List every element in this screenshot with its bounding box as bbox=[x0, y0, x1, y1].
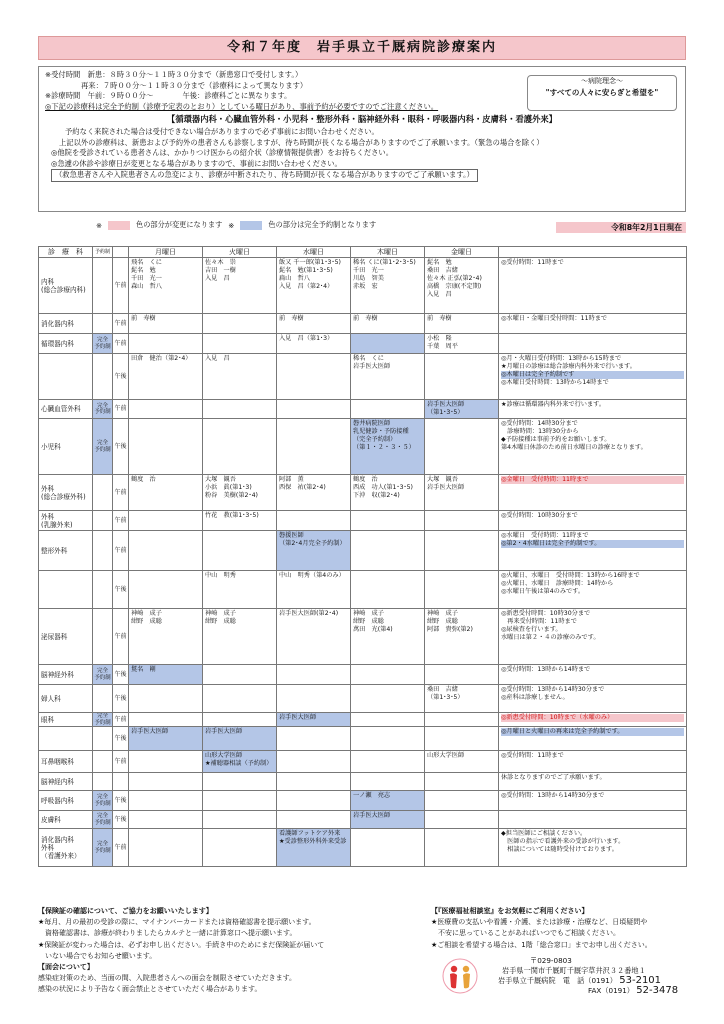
dept-cell: 泌尿器科 bbox=[39, 609, 93, 665]
table-row bbox=[39, 713, 687, 727]
schedule-cell-tue bbox=[203, 713, 277, 727]
schedule-cell-fri bbox=[425, 791, 499, 811]
table-row bbox=[39, 314, 687, 334]
schedule-cell-fri: 髭名 勉 桑田 吉緒 佐々木 正弘(第2･4) 高橋 宗康(不定期) 入見 昌 bbox=[425, 258, 499, 314]
schedule-cell-fri: 前 寿樹 bbox=[425, 314, 499, 334]
schedule-cell-wed bbox=[277, 751, 351, 773]
reservation-tag-cell bbox=[93, 531, 113, 571]
header-dept: 診 療 科 bbox=[39, 247, 93, 258]
schedule-cell-thu bbox=[351, 511, 425, 531]
schedule-cell-fri bbox=[425, 727, 499, 751]
schedule-cell-mon bbox=[129, 419, 203, 475]
schedule-cell-wed bbox=[277, 419, 351, 475]
reservation-tag-cell: 完全 予約制 bbox=[93, 829, 113, 867]
note-line: ◎新患受付時間：10時まで（水曜のみ） bbox=[501, 714, 684, 722]
reservation-tag-cell bbox=[93, 475, 113, 511]
note-cell bbox=[499, 713, 687, 727]
welfare-line-1: ★医療費の支払いや看護・介護、または診療・治療など、日頃疑問や bbox=[431, 918, 648, 927]
schedule-cell-thu bbox=[351, 727, 425, 751]
dept-cell bbox=[39, 727, 93, 751]
schedule-cell-tue: 竹花 教(第1･3･5) bbox=[203, 511, 277, 531]
insurance-heading: 【保険証の確認について、ご協力をお願いいたします】 bbox=[38, 907, 213, 915]
note-cell bbox=[499, 751, 687, 773]
schedule-cell-wed bbox=[277, 400, 351, 419]
schedule-cell-fri bbox=[425, 531, 499, 571]
note-line: 水曜日は第２・４の診療のみです。 bbox=[501, 634, 600, 641]
note-cell bbox=[499, 258, 687, 314]
hospital-name: 岩手県立千厩病院 bbox=[498, 976, 556, 985]
note-line: ◎新患受付時間：10時30分まで bbox=[501, 610, 591, 617]
insurance-line-3: ★保険証が変わった場合は、必ずお申し出ください。手続き中のためにまだ保険証が届いて bbox=[38, 940, 325, 949]
schedule-cell-thu bbox=[351, 571, 425, 609]
page bbox=[38, 36, 686, 867]
session-cell: 午前 bbox=[113, 334, 129, 354]
schedule-cell-tue bbox=[203, 334, 277, 354]
schedule-cell-fri: 桑田 吉緒 （第1･3･5） bbox=[425, 685, 499, 713]
note-cell bbox=[499, 571, 687, 609]
info-line-3: ◎他院を受診されている患者さんは、かかりつけ医からの紹介状（診療情報提供書）をお持ちください。 bbox=[51, 148, 394, 158]
insurance-line-1: ★毎月、月の最初の受診の際に、マイナンバーカードまたは資格確認書を提示願います。 bbox=[38, 918, 316, 927]
header-fri: 金曜日 bbox=[425, 247, 499, 258]
visit-line-1: 感染症対策のため、当面の間、入院患者さんへの面会を制限させていただきます。 bbox=[38, 974, 297, 983]
table-row bbox=[39, 829, 687, 867]
table-row bbox=[39, 571, 687, 609]
reservation-dept-list: 【循環器内科・心臓血管外科・小児科・整形外科・脳神経外科・眼科・呼吸器内科・皮膚科・看護外来】 bbox=[167, 114, 557, 125]
schedule-cell-wed: 磐援医師 （第2･4月完全予約制） bbox=[277, 531, 351, 571]
hospital-logo-icon bbox=[442, 958, 478, 994]
schedule-cell-tue: 入見 昌 bbox=[203, 354, 277, 400]
schedule-cell-fri bbox=[425, 354, 499, 400]
table-row bbox=[39, 419, 687, 475]
note-cell bbox=[499, 811, 687, 829]
reservation-tag-cell: 完全 予約制 bbox=[93, 400, 113, 419]
schedule-cell-tue bbox=[203, 773, 277, 791]
schedule-cell-fri bbox=[425, 419, 499, 475]
table-row bbox=[39, 609, 687, 665]
schedule-cell-mon: 岩手医大医師 bbox=[129, 727, 203, 751]
schedule-cell-mon: 田倉 健治（第2･4） bbox=[129, 354, 203, 400]
dept-cell bbox=[39, 354, 93, 400]
schedule-cell-wed: 飯又 千一郎(第1･3･5) 髭名 勉(第1･3･5) 扁山 哲八 入見 昌（第2･4） bbox=[277, 258, 351, 314]
visit-heading: 【面会について】 bbox=[38, 963, 94, 972]
schedule-cell-tue: 中山 明秀 bbox=[203, 571, 277, 609]
schedule-cell-mon bbox=[129, 531, 203, 571]
note-line: ◎月曜日と火曜日の再来は完全予約制です。 bbox=[501, 728, 684, 736]
schedule-cell-tue: 山形大学医師 ★補聴器相談（予約制） bbox=[203, 751, 277, 773]
new-patient-hours: 新患：８時３０分～１１時３０分まで（新患窓口で受付します。） bbox=[87, 70, 303, 79]
note-line: 休診となりますのでご了承願います。 bbox=[501, 774, 606, 781]
welfare-line-3: ★ご相談を希望する場合は、1階「総合窓口」までお申し出ください。 bbox=[431, 940, 652, 949]
motto-text: "すべての人々に安らぎと希望を" bbox=[545, 88, 659, 97]
header-tue: 火曜日 bbox=[203, 247, 277, 258]
postal-code: 〒029-0803 bbox=[530, 956, 572, 965]
legend-prefix: ※ bbox=[96, 220, 103, 230]
session-cell: 午前 bbox=[113, 400, 129, 419]
table-row bbox=[39, 791, 687, 811]
schedule-cell-thu bbox=[351, 685, 425, 713]
schedule-cell-thu bbox=[351, 773, 425, 791]
motto-box bbox=[527, 75, 677, 111]
reservation-tag-cell bbox=[93, 571, 113, 609]
schedule-cell-mon bbox=[129, 773, 203, 791]
session-cell: 午前 bbox=[113, 258, 129, 314]
schedule-cell-thu bbox=[351, 665, 425, 685]
header-notes bbox=[499, 247, 687, 258]
legend-pink-text: 色の部分が変更になります bbox=[136, 220, 223, 229]
session-cell: 午前 bbox=[113, 713, 129, 727]
schedule-cell-tue bbox=[203, 314, 277, 334]
schedule-cell-wed bbox=[277, 727, 351, 751]
schedule-cell-wed: 入見 昌（第1･3） bbox=[277, 334, 351, 354]
dept-cell: 整形外科 bbox=[39, 531, 93, 571]
schedule-cell-mon: 神崎 成子 紺野 成聡 bbox=[129, 609, 203, 665]
table-row bbox=[39, 751, 687, 773]
reservation-tag-cell bbox=[93, 511, 113, 531]
note-line: ★診療は循環器内科外来で行います。 bbox=[501, 401, 606, 408]
info-box bbox=[38, 66, 686, 212]
table-row bbox=[39, 811, 687, 829]
tel-number: 53-2101 bbox=[619, 975, 662, 986]
table-row bbox=[39, 400, 687, 419]
schedule-cell-tue bbox=[203, 665, 277, 685]
schedule-cell-fri bbox=[425, 665, 499, 685]
schedule-cell-thu: 鶴度 治 西成 功人(第1･3･5) 下沖 収(第2･4) bbox=[351, 475, 425, 511]
schedule-cell-fri bbox=[425, 511, 499, 531]
header-mon: 月曜日 bbox=[129, 247, 203, 258]
note-line: ◎火曜日、水曜日 診療時間：14時から bbox=[501, 580, 614, 587]
schedule-cell-wed bbox=[277, 354, 351, 400]
note-cell bbox=[499, 665, 687, 685]
table-header-row bbox=[39, 247, 687, 258]
consult-label: ※診療時間 bbox=[45, 91, 81, 101]
dept-cell: 外科 (乳腺外来) bbox=[39, 511, 93, 531]
dept-cell: 脳神経外科 bbox=[39, 665, 93, 685]
reservation-tag-cell: 完全 予約制 bbox=[93, 791, 113, 811]
session-cell bbox=[113, 773, 129, 791]
note-line: 診療時間：13時30分から bbox=[501, 428, 579, 435]
schedule-cell-mon bbox=[129, 811, 203, 829]
consult-am: 午前：９時００分～ bbox=[87, 91, 154, 101]
info-line-5: （救急患者さんや入院患者さんの急変により、診療が中断されたり、待ち時間が長くなる場合がありますのでご了承願います。） bbox=[51, 169, 478, 182]
schedule-cell-thu: 前 寿樹 bbox=[351, 314, 425, 334]
insurance-line-2: 資格確認書は、診療が終わりましたらカルテと一緒に計算窓口へ提示願います。 bbox=[38, 929, 297, 938]
note-line: ◎第2・4水曜日は完全予約制です。 bbox=[501, 540, 684, 548]
reservation-tag-cell bbox=[93, 258, 113, 314]
reception-label: ※受付時間 bbox=[45, 70, 81, 79]
schedule-cell-tue bbox=[203, 400, 277, 419]
schedule-cell-thu bbox=[351, 829, 425, 867]
schedule-cell-thu bbox=[351, 751, 425, 773]
schedule-cell-fri bbox=[425, 773, 499, 791]
note-cell bbox=[499, 475, 687, 511]
schedule-cell-tue: 佐々木 崇 吉田 一樹 入見 昌 bbox=[203, 258, 277, 314]
note-line: ★月曜日の診療は総合診療内科外来で行います。 bbox=[501, 363, 636, 370]
schedule-cell-tue bbox=[203, 829, 277, 867]
table-row bbox=[39, 685, 687, 713]
welfare-heading: 【『医療福祉相談室』をお気軽にご利用ください】 bbox=[431, 907, 589, 915]
reservation-tag-cell bbox=[93, 609, 113, 665]
note-line: ◎水曜日 受付時間：11時まで bbox=[501, 532, 589, 539]
schedule-cell-wed: 岩手医大医師 bbox=[277, 713, 351, 727]
table-row bbox=[39, 531, 687, 571]
dept-cell: 皮膚科 bbox=[39, 811, 93, 829]
schedule-cell-mon bbox=[129, 571, 203, 609]
schedule-cell-thu: 磐井病院医師 乳児健診・予防接種 （完全予約制） （第１・２・３・５） bbox=[351, 419, 425, 475]
schedule-cell-wed: 看護師フットケア外来 ★受診整形外科外来受診 bbox=[277, 829, 351, 867]
schedule-cell-mon: 鶴度 治 bbox=[129, 475, 203, 511]
note-cell bbox=[499, 773, 687, 791]
schedule-cell-wed: 前 寿樹 bbox=[277, 314, 351, 334]
reservation-tag-cell bbox=[93, 727, 113, 751]
schedule-cell-mon bbox=[129, 511, 203, 531]
hospital-address-block bbox=[498, 956, 698, 996]
info-line-2: 上記以外の診療科は、新患および予約外の患者さんも診察しますが、待ち時間が長くなる場合がありますのでご了承願います。（緊急の場合を除く） bbox=[59, 137, 544, 147]
reservation-tag-cell: 完全 予約制 bbox=[94, 713, 111, 726]
schedule-cell-thu: 一ノ瀬 亮志 bbox=[351, 791, 425, 811]
dept-cell: 外科 (総合診療外科) bbox=[39, 475, 93, 511]
schedule-cell-mon bbox=[129, 751, 203, 773]
schedule-cell-fri bbox=[425, 811, 499, 829]
dept-cell: 心臓血管外科 bbox=[39, 400, 93, 419]
schedule-cell-mon bbox=[129, 334, 203, 354]
schedule-cell-thu bbox=[351, 400, 425, 419]
session-cell: 午後 bbox=[113, 685, 129, 713]
note-line: 医師の指示で看護外来の受診が行います。 bbox=[501, 838, 625, 845]
dept-cell bbox=[39, 571, 93, 609]
session-cell: 午前 bbox=[113, 829, 129, 867]
schedule-cell-mon: 前 寿樹 bbox=[129, 314, 203, 334]
note-cell bbox=[499, 511, 687, 531]
schedule-cell-thu: 神崎 成子 紺野 成聡 萬田 光(第4) bbox=[351, 609, 425, 665]
dept-cell: 眼科 bbox=[39, 713, 93, 727]
header-thu: 木曜日 bbox=[351, 247, 425, 258]
table-row bbox=[39, 511, 687, 531]
note-cell bbox=[499, 727, 687, 751]
table-row bbox=[39, 727, 687, 751]
table-row bbox=[39, 475, 687, 511]
dept-cell: 小児科 bbox=[39, 419, 93, 475]
dept-cell: 内科 (総合診療内科) bbox=[39, 258, 93, 314]
schedule-cell-wed bbox=[277, 511, 351, 531]
schedule-cell-tue bbox=[203, 531, 277, 571]
table-row bbox=[39, 773, 687, 791]
schedule-cell-tue: 大塚 観吾 小浜 眞(第1･3) 粉谷 美樹(第2･4) bbox=[203, 475, 277, 511]
session-cell: 午前 bbox=[113, 511, 129, 531]
table-row bbox=[39, 334, 687, 354]
footer-left bbox=[38, 906, 388, 996]
schedule-cell-fri bbox=[425, 571, 499, 609]
note-line: ◎産科は診療しません。 bbox=[501, 694, 569, 701]
note-line: ◎水曜日・金曜日受付時間：11時まで bbox=[501, 315, 608, 322]
note-cell bbox=[499, 685, 687, 713]
consult-pm: 午後：診療科ごとに異なります。 bbox=[182, 91, 292, 101]
reservation-tag-cell bbox=[93, 314, 113, 334]
table-body bbox=[39, 258, 687, 867]
table-row bbox=[39, 665, 687, 685]
note-line: ◎受付時間：10時30分まで bbox=[501, 512, 578, 519]
dept-cell: 婦人科 bbox=[39, 685, 93, 713]
header-wed: 水曜日 bbox=[277, 247, 351, 258]
note-line: 第4木曜日休診のため前日水曜日の診療となります。 bbox=[501, 444, 647, 451]
schedule-cell-wed: 岩手医大医師(第2･4) bbox=[277, 609, 351, 665]
reservation-tag-cell bbox=[93, 685, 113, 713]
schedule-table bbox=[38, 246, 687, 867]
fax-label: FAX（0191） bbox=[588, 986, 634, 995]
session-cell: 午前 bbox=[113, 609, 129, 665]
schedule-cell-mon bbox=[129, 713, 203, 727]
note-cell bbox=[499, 334, 687, 354]
schedule-cell-wed bbox=[277, 685, 351, 713]
schedule-cell-fri bbox=[425, 829, 499, 867]
insurance-line-4: いない場合でもお知らせ願います。 bbox=[38, 951, 157, 960]
schedule-cell-wed bbox=[277, 791, 351, 811]
schedule-cell-fri: 山形大学医師 bbox=[425, 751, 499, 773]
session-cell: 午後 bbox=[113, 354, 129, 400]
note-line: ◎受付時間：14時30分まで bbox=[501, 420, 578, 427]
note-line: 相談については随時受付けております。 bbox=[501, 846, 618, 853]
motto-label: ～病院理念～ bbox=[581, 77, 623, 85]
reservation-tag-cell: 完全 予約制 bbox=[93, 811, 113, 829]
note-line: ◎受付時間：11時まで bbox=[501, 259, 564, 266]
footer-right bbox=[431, 906, 691, 951]
as-of-date: 令和8年2月1日現在 bbox=[556, 222, 686, 233]
table-row bbox=[39, 354, 687, 400]
schedule-cell-mon: 鬘名 剛 bbox=[129, 665, 203, 685]
note-line: ◆予防接種は事前予約をお願いします。 bbox=[501, 436, 611, 443]
schedule-cell-mon: 飛名 くに 髭名 勉 千田 光一 森山 哲八 bbox=[129, 258, 203, 314]
schedule-cell-tue: 岩手医大医師 bbox=[203, 727, 277, 751]
schedule-cell-mon bbox=[129, 829, 203, 867]
dept-cell: 消化器内科 外科 （看護外来） bbox=[39, 829, 93, 867]
session-cell: 午後 bbox=[113, 571, 129, 609]
dept-cell: 脳神経内科 bbox=[39, 773, 93, 791]
hospital-address: 岩手県一関市千厩町千厩字草井沢３２番地１ bbox=[502, 966, 646, 975]
note-line: 再来受付時間：11時まで bbox=[501, 618, 577, 625]
table-row bbox=[39, 258, 687, 314]
note-line: ◎月・火曜日受付時間：13時から15時まで bbox=[501, 355, 622, 362]
schedule-cell-mon bbox=[129, 685, 203, 713]
note-cell bbox=[499, 400, 687, 419]
info-line-1: 予約なく来院された場合は受付できない場合がありますので必ず事前にお問い合わせください。 bbox=[65, 126, 379, 136]
schedule-cell-thu: 稀名 くに 岩手医大医師 bbox=[351, 354, 425, 400]
schedule-cell-wed: 阿部 薫 西保 祐(第2･4) bbox=[277, 475, 351, 511]
schedule-cell-wed: 中山 明秀（第4のみ） bbox=[277, 571, 351, 609]
reservation-tag-cell bbox=[93, 751, 113, 773]
note-cell bbox=[499, 354, 687, 400]
visit-line-2: 感染の状況により予告なく面会禁止とさせていただく場合があります。 bbox=[38, 985, 262, 994]
return-patient-hours: 再来：７時００分～１１時３０分まで（診療科によって異なります） bbox=[81, 80, 308, 90]
note-line: ◎水曜日午後は第4のみです。 bbox=[501, 588, 585, 595]
reservation-tag-cell: 完全 予約制 bbox=[93, 419, 113, 475]
session-cell: 午後 bbox=[113, 727, 129, 751]
schedule-cell-fri bbox=[425, 713, 499, 727]
reservation-note: ◎下記の診療科は完全予約制（診療予定表のとおり）としている曜日があり、事前予約が必要ですのでご注意ください。 bbox=[45, 101, 439, 111]
schedule-cell-fri: 岩手医大医師 （第1･3･5） bbox=[425, 400, 499, 419]
dept-cell: 循環器内科 bbox=[39, 334, 93, 354]
legend-pink-swatch bbox=[108, 221, 130, 230]
session-cell: 午前 bbox=[113, 475, 129, 511]
note-line: ◎受付時間：13時から14時30分まで bbox=[501, 792, 605, 799]
session-cell: 午前 bbox=[113, 314, 129, 334]
schedule-cell-wed bbox=[277, 811, 351, 829]
page-title: 令和７年度 岩手県立千厩病院診療案内 bbox=[38, 36, 686, 60]
note-cell bbox=[499, 609, 687, 665]
session-cell: 午前 bbox=[113, 751, 129, 773]
session-cell: 午後 bbox=[113, 419, 129, 475]
schedule-cell-thu: 稀名 くに(第1･2･3･5) 千田 光一 川島 智美 赤坂 宏 bbox=[351, 258, 425, 314]
note-cell bbox=[499, 531, 687, 571]
schedule-cell-tue bbox=[203, 791, 277, 811]
note-line: ◎金曜日 受付時間：11時まで bbox=[501, 476, 684, 484]
dept-cell: 消化器内科 bbox=[39, 314, 93, 334]
info-line-4: ◎急遽の休診や診療日が変更となる場合がありますので、事前にお問い合わせください。 bbox=[51, 158, 342, 168]
schedule-cell-wed bbox=[277, 773, 351, 791]
schedule-cell-thu: 岩手医大医師 bbox=[351, 811, 425, 829]
session-cell: 午後 bbox=[113, 665, 129, 685]
reservation-tag-cell bbox=[93, 773, 113, 791]
note-line: ◎木曜日は完全予約制です bbox=[501, 371, 684, 379]
schedule-cell-fri: 大塚 観吾 岩手医大医師 bbox=[425, 475, 499, 511]
schedule-cell-mon bbox=[129, 791, 203, 811]
note-line: ◎尿検査を行います。 bbox=[501, 626, 562, 633]
schedule-cell-fri: 小松 隆 千葉 周平 bbox=[425, 334, 499, 354]
header-session bbox=[113, 247, 129, 258]
session-cell: 午後 bbox=[113, 791, 129, 811]
session-cell: 午後 bbox=[113, 811, 129, 829]
tel-label: 電 話（0191） bbox=[562, 976, 617, 985]
schedule-cell-thu bbox=[351, 334, 425, 354]
fax-number: 52-3478 bbox=[636, 985, 679, 996]
schedule-cell-fri: 神崎 成子 紺野 成聡 阿部 貴弥(第2) bbox=[425, 609, 499, 665]
note-line: ◎受付時間：13時から14時まで bbox=[501, 666, 591, 673]
note-line: ◎受付時間：11時まで bbox=[501, 752, 564, 759]
session-cell: 午前 bbox=[113, 531, 129, 571]
schedule-cell-thu bbox=[351, 531, 425, 571]
schedule-cell-tue: 神崎 成子 紺野 成聡 bbox=[203, 609, 277, 665]
reservation-tag-cell: 完全 予約制 bbox=[93, 334, 113, 354]
schedule-cell-wed bbox=[277, 665, 351, 685]
note-line: ◎火曜日、水曜日 受付時間：13時から16時まで bbox=[501, 572, 640, 579]
legend-mid: ※ bbox=[228, 220, 235, 230]
note-line: ◎受付時間：13時から14時30分まで bbox=[501, 686, 605, 693]
note-cell bbox=[499, 829, 687, 867]
schedule-cell-tue bbox=[203, 685, 277, 713]
note-cell bbox=[499, 791, 687, 811]
note-line: ◎木曜日受付時間：13時から14時まで bbox=[501, 379, 609, 386]
note-cell bbox=[499, 419, 687, 475]
reservation-tag-cell bbox=[93, 354, 113, 400]
welfare-line-2: 不安に思っていることがあればいつでもご相談ください。 bbox=[431, 929, 620, 938]
note-line: ◆担当医師にご相談ください。 bbox=[501, 830, 587, 837]
legend-blue-text: 色の部分は完全予約制となります bbox=[268, 220, 377, 229]
schedule-cell-mon bbox=[129, 400, 203, 419]
header-reservation: 予約制 bbox=[93, 247, 113, 258]
schedule-cell-tue bbox=[203, 419, 277, 475]
reservation-tag-cell: 完全 予約制 bbox=[93, 665, 113, 685]
dept-cell: 耳鼻咽喉科 bbox=[39, 751, 93, 773]
legend-blue-swatch bbox=[240, 221, 262, 230]
schedule-cell-tue bbox=[203, 811, 277, 829]
dept-cell: 呼吸器内科 bbox=[39, 791, 93, 811]
schedule-cell-thu bbox=[351, 713, 425, 727]
note-cell bbox=[499, 314, 687, 334]
